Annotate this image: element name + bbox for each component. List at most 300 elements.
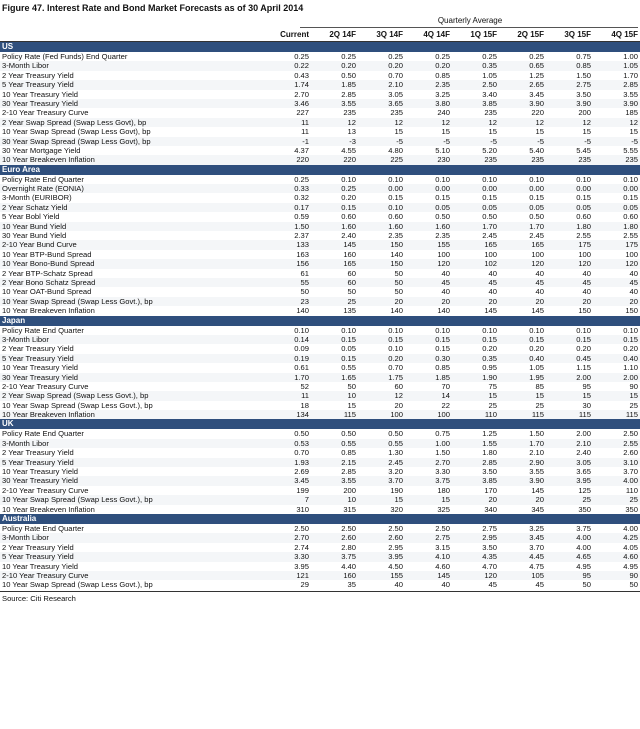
table-cell: 0.10	[576, 174, 591, 184]
table-cell: 0.20	[435, 61, 450, 71]
group-header	[0, 15, 640, 28]
table-row	[0, 505, 640, 514]
table-cell: 12	[441, 117, 450, 127]
table-cell: 3.90	[529, 98, 544, 108]
row-label: 3-Month Libor	[2, 438, 49, 448]
column-header-blank	[0, 28, 262, 41]
table-cell: 235	[578, 155, 591, 165]
table-cell: 52	[300, 381, 309, 391]
table-cell: 2.35	[435, 80, 450, 90]
table-cell: 0.05	[341, 344, 356, 354]
table-cell: 0.15	[623, 334, 638, 344]
row-label: 30 Year Swap Spread (Swap Less Govt), bp	[2, 136, 151, 146]
row-label: Policy Rate End Quarter	[2, 325, 84, 335]
table-cell: 2.00	[576, 429, 591, 439]
row-label: 10 Year Bund Yield	[2, 221, 67, 231]
section-rows	[0, 429, 640, 514]
table-cell: 3.80	[435, 98, 450, 108]
table-cell: 4.95	[576, 561, 591, 571]
table-cell: 2.15	[341, 457, 356, 467]
table-cell: 0.50	[388, 429, 403, 439]
table-cell: 0.15	[435, 193, 450, 203]
group-header-rule	[300, 27, 638, 28]
table-cell: 0.45	[576, 353, 591, 363]
table-cell: 0.60	[576, 212, 591, 222]
table-cell: 0.15	[576, 334, 591, 344]
table-cell: 55	[300, 277, 309, 287]
table-cell: -5	[537, 136, 544, 146]
table-cell: 0.25	[388, 52, 403, 61]
table-row	[0, 231, 640, 240]
table-cell: 13	[347, 127, 356, 137]
table-cell: 15	[394, 495, 403, 505]
table-cell: 15	[441, 127, 450, 137]
table-cell: 0.10	[388, 344, 403, 354]
row-label: Policy Rate End Quarter	[2, 523, 84, 533]
table-cell: 0.17	[294, 202, 309, 212]
table-cell: 2.35	[435, 231, 450, 241]
table-cell: 1.30	[388, 448, 403, 458]
table-cell: 4.25	[623, 533, 638, 543]
table-cell: 3.45	[529, 89, 544, 99]
table-cell: 70	[441, 381, 450, 391]
table-cell: 0.10	[576, 325, 591, 335]
table-cell: 3.90	[576, 98, 591, 108]
table-cell: 0.10	[482, 174, 497, 184]
table-row	[0, 524, 640, 533]
table-cell: 40	[629, 287, 638, 297]
table-cell: 175	[578, 240, 591, 250]
table-cell: 2.95	[482, 533, 497, 543]
table-cell: 4.35	[482, 552, 497, 562]
table-cell: 133	[296, 240, 309, 250]
table-cell: 0.60	[341, 212, 356, 222]
row-label: 2 Year Treasury Yield	[2, 448, 74, 458]
table-cell: 235	[625, 155, 638, 165]
table-cell: 2.90	[529, 457, 544, 467]
table-cell: 3.55	[341, 98, 356, 108]
row-label: 5 Year Treasury Yield	[2, 353, 74, 363]
table-cell: 3.90	[623, 98, 638, 108]
table-cell: 2.40	[576, 448, 591, 458]
table-cell: 1.85	[341, 80, 356, 90]
table-cell: 4.37	[294, 145, 309, 155]
table-cell: 20	[394, 400, 403, 410]
table-cell: 12	[394, 391, 403, 401]
table-cell: 3.50	[576, 89, 591, 99]
table-cell: -5	[490, 136, 497, 146]
column-header: 1Q 15F	[470, 30, 497, 39]
row-label: 3-Month Libor	[2, 533, 49, 543]
table-cell: 3.30	[294, 552, 309, 562]
table-cell: 110	[625, 485, 638, 495]
table-row	[0, 155, 640, 164]
table-cell: 120	[531, 259, 544, 269]
table-cell: 2.65	[529, 80, 544, 90]
table-cell: 29	[300, 580, 309, 590]
table-cell: 0.60	[388, 212, 403, 222]
table-cell: 230	[437, 155, 450, 165]
column-header: Current	[280, 30, 309, 39]
table-cell: 50	[394, 287, 403, 297]
table-cell: 0.61	[294, 363, 309, 373]
table-cell: 1.60	[388, 221, 403, 231]
table-cell: 2.10	[388, 80, 403, 90]
table-cell: 15	[582, 127, 591, 137]
table-cell: 0.50	[341, 429, 356, 439]
table-cell: -5	[631, 136, 638, 146]
table-cell: 2.70	[294, 533, 309, 543]
table-cell: 0.85	[435, 70, 450, 80]
table-cell: 60	[394, 381, 403, 391]
table-cell: 75	[488, 381, 497, 391]
table-cell: 0.10	[294, 325, 309, 335]
row-label: 2 Year Bono Schatz Spread	[2, 277, 96, 287]
table-cell: 325	[437, 504, 450, 514]
table-cell: 115	[578, 410, 591, 420]
row-label: 5 Year Treasury Yield	[2, 552, 74, 562]
table-cell: 1.05	[529, 363, 544, 373]
table-cell: 2.50	[482, 80, 497, 90]
table-row	[0, 467, 640, 476]
table-row	[0, 212, 640, 221]
table-cell: 25	[629, 495, 638, 505]
table-cell: 2.85	[482, 457, 497, 467]
table-cell: 1.93	[294, 457, 309, 467]
table-row	[0, 401, 640, 410]
table-cell: 1.70	[529, 221, 544, 231]
table-cell: 0.20	[341, 61, 356, 71]
table-cell: 30	[582, 400, 591, 410]
table-cell: 4.55	[341, 145, 356, 155]
table-row	[0, 52, 640, 61]
table-cell: 2.85	[341, 467, 356, 477]
row-label: 10 Year Swap Spread (Swap Less Govt.), bp	[2, 495, 153, 505]
table-cell: 1.50	[435, 448, 450, 458]
row-label: 10 Year Swap Spread (Swap Less Govt.), bp	[2, 296, 153, 306]
table-row	[0, 297, 640, 306]
quarterly-average-label: Quarterly Average	[437, 16, 503, 25]
table-cell: 3.25	[529, 523, 544, 533]
table-row	[0, 306, 640, 315]
section-rows	[0, 175, 640, 316]
table-row	[0, 175, 640, 184]
table-cell: 20	[535, 495, 544, 505]
table-cell: 121	[296, 570, 309, 580]
table-cell: 15	[629, 127, 638, 137]
table-cell: 1.70	[623, 70, 638, 80]
table-cell: 0.10	[623, 325, 638, 335]
table-cell: 0.35	[482, 353, 497, 363]
table-cell: 0.15	[529, 193, 544, 203]
table-cell: 1.55	[482, 438, 497, 448]
table-cell: 4.70	[482, 561, 497, 571]
table-cell: 0.15	[341, 202, 356, 212]
table-cell: 3.46	[294, 98, 309, 108]
figure-title: Figure 47. Interest Rate and Bond Market Forecasts as of 30 April 2014	[2, 3, 304, 13]
table-cell: 0.25	[294, 174, 309, 184]
row-label: 30 Year Treasury Yield	[2, 98, 78, 108]
table-cell: 1.50	[294, 221, 309, 231]
table-cell: 50	[347, 381, 356, 391]
table-row	[0, 80, 640, 89]
table-cell: 1.05	[623, 61, 638, 71]
table-cell: 20	[488, 495, 497, 505]
table-cell: 0.95	[482, 363, 497, 373]
table-cell: 45	[535, 580, 544, 590]
table-cell: 0.15	[435, 344, 450, 354]
row-label: 30 Year Treasury Yield	[2, 372, 78, 382]
table-cell: 0.10	[388, 325, 403, 335]
table-cell: 1.70	[294, 372, 309, 382]
row-label: 2-10 Year Treasury Curve	[2, 108, 89, 118]
table-cell: 15	[488, 391, 497, 401]
table-row	[0, 580, 640, 589]
table-cell: 0.00	[576, 184, 591, 194]
table-cell: 40	[488, 268, 497, 278]
row-label: 30 Year Bund Yield	[2, 231, 67, 241]
table-cell: 25	[347, 296, 356, 306]
table-cell: 225	[390, 155, 403, 165]
table-cell: 2.00	[576, 372, 591, 382]
table-cell: 135	[343, 306, 356, 316]
table-cell: 0.35	[482, 61, 497, 71]
table-cell: 15	[535, 127, 544, 137]
table-cell: 0.20	[623, 344, 638, 354]
table-cell: 35	[347, 580, 356, 590]
table-cell: 3.95	[576, 476, 591, 486]
table-cell: 3.85	[482, 476, 497, 486]
table-cell: 40	[582, 268, 591, 278]
table-row	[0, 118, 640, 127]
table-cell: 60	[347, 277, 356, 287]
column-header: 2Q 15F	[517, 30, 544, 39]
table-cell: 0.65	[529, 61, 544, 71]
table-row	[0, 552, 640, 561]
table-cell: 0.19	[294, 353, 309, 363]
table-cell: 0.30	[435, 353, 450, 363]
table-cell: 145	[437, 570, 450, 580]
table-cell: 3.40	[482, 89, 497, 99]
table-cell: 5.10	[435, 145, 450, 155]
table-cell: 1.15	[576, 363, 591, 373]
table-cell: 0.10	[388, 174, 403, 184]
row-label: 10 Year Swap Spread (Swap Less Govt), bp	[2, 127, 151, 137]
row-label: 5 Year Bobl Yield	[2, 212, 60, 222]
table-row	[0, 382, 640, 391]
table-cell: 2.75	[482, 523, 497, 533]
table-cell: 140	[296, 306, 309, 316]
table-cell: -5	[443, 136, 450, 146]
table-cell: 350	[625, 504, 638, 514]
table-cell: 15	[488, 127, 497, 137]
table-cell: 220	[531, 108, 544, 118]
table-cell: 165	[484, 240, 497, 250]
table-cell: 0.85	[435, 363, 450, 373]
table-cell: 115	[343, 410, 356, 420]
table-row	[0, 458, 640, 467]
table-cell: 40	[629, 268, 638, 278]
table-cell: 120	[578, 259, 591, 269]
table-cell: 15	[629, 391, 638, 401]
table-cell: 100	[390, 410, 403, 420]
table-cell: 0.25	[529, 52, 544, 61]
table-cell: 12	[394, 117, 403, 127]
table-cell: 1.75	[388, 372, 403, 382]
table-cell: 2.50	[435, 523, 450, 533]
table-cell: 0.75	[576, 52, 591, 61]
row-label: 2 Year BTP-Schatz Spread	[2, 268, 93, 278]
table-row	[0, 439, 640, 448]
table-cell: 0.20	[341, 193, 356, 203]
table-cell: 2.55	[623, 438, 638, 448]
table-cell: 190	[390, 485, 403, 495]
table-cell: 2.00	[623, 372, 638, 382]
row-label: Policy Rate (Fed Funds) End Quarter	[2, 52, 128, 61]
table-cell: 12	[582, 117, 591, 127]
table-cell: -1	[302, 136, 309, 146]
table-cell: 3.45	[294, 476, 309, 486]
table-cell: 20	[535, 296, 544, 306]
table-cell: 4.00	[623, 523, 638, 533]
row-label: 30 Year Treasury Yield	[2, 476, 78, 486]
table-cell: 0.40	[623, 353, 638, 363]
table-cell: 0.55	[388, 438, 403, 448]
table-cell: 140	[390, 249, 403, 259]
table-cell: 50	[394, 268, 403, 278]
table-cell: 0.15	[623, 193, 638, 203]
table-cell: 0.59	[294, 212, 309, 222]
row-label: 10 Year Breakeven Inflation	[2, 410, 95, 420]
table-cell: 3.45	[529, 533, 544, 543]
table-cell: 0.15	[482, 334, 497, 344]
table-cell: 4.80	[388, 145, 403, 155]
table-cell: 2.80	[341, 542, 356, 552]
table-cell: 0.15	[576, 193, 591, 203]
section-header: Australia	[0, 514, 640, 524]
table-cell: 15	[582, 391, 591, 401]
table-row	[0, 269, 640, 278]
table-cell: 145	[531, 485, 544, 495]
table-cell: 20	[488, 296, 497, 306]
column-header: 3Q 14F	[376, 30, 403, 39]
table-cell: 0.55	[341, 363, 356, 373]
table-cell: 1.60	[435, 221, 450, 231]
row-label: 30 Year Mortgage Yield	[2, 145, 81, 155]
column-header: 4Q 15F	[611, 30, 638, 39]
table-cell: 120	[437, 259, 450, 269]
table-cell: 2.95	[388, 542, 403, 552]
table-cell: 2.50	[623, 429, 638, 439]
table-cell: 110	[484, 410, 497, 420]
table-row	[0, 326, 640, 335]
table-row	[0, 448, 640, 457]
table-cell: 3.55	[623, 89, 638, 99]
table-cell: 0.15	[341, 334, 356, 344]
table-cell: 1.90	[482, 372, 497, 382]
table-cell: 235	[531, 155, 544, 165]
table-cell: 1.95	[529, 372, 544, 382]
table-cell: 0.33	[294, 184, 309, 194]
table-cell: 340	[484, 504, 497, 514]
table-cell: 4.95	[623, 561, 638, 571]
row-label: 2-10 Year Bund Curve	[2, 240, 77, 250]
table-cell: 0.10	[482, 325, 497, 335]
table-cell: 115	[531, 410, 544, 420]
row-label: Overnight Rate (EONIA)	[2, 184, 84, 194]
table-cell: -5	[584, 136, 591, 146]
table-row	[0, 344, 640, 353]
table-cell: 345	[531, 504, 544, 514]
table-cell: 50	[629, 580, 638, 590]
table-cell: 50	[394, 277, 403, 287]
table-cell: 23	[300, 296, 309, 306]
table-cell: 0.50	[294, 429, 309, 439]
table-cell: 3.10	[623, 457, 638, 467]
table-cell: 0.05	[435, 202, 450, 212]
table-cell: 150	[578, 306, 591, 316]
table-cell: 90	[629, 381, 638, 391]
table-cell: 20	[629, 296, 638, 306]
table-cell: 0.10	[529, 174, 544, 184]
table-cell: 40	[394, 580, 403, 590]
table-cell: 100	[531, 249, 544, 259]
table-cell: 227	[296, 108, 309, 118]
table-cell: 0.10	[341, 174, 356, 184]
row-label: 2-10 Year Treasury Curve	[2, 381, 89, 391]
table-cell: 2.70	[294, 89, 309, 99]
table-cell: 0.60	[623, 212, 638, 222]
table-row	[0, 193, 640, 202]
table-row	[0, 543, 640, 552]
table-cell: 2.50	[294, 523, 309, 533]
table-cell: 0.25	[435, 52, 450, 61]
table-cell: 2.55	[623, 231, 638, 241]
table-cell: 155	[437, 240, 450, 250]
table-cell: 4.65	[576, 552, 591, 562]
table-cell: 25	[582, 495, 591, 505]
table-cell: 200	[578, 108, 591, 118]
table-cell: 3.65	[576, 467, 591, 477]
table-row	[0, 287, 640, 296]
table-cell: 3.20	[388, 467, 403, 477]
table-cell: 3.95	[294, 561, 309, 571]
table-cell: -3	[349, 136, 356, 146]
table-cell: 20	[582, 296, 591, 306]
table-cell: 3.25	[435, 89, 450, 99]
table-cell: 0.20	[388, 61, 403, 71]
table-cell: 125	[578, 485, 591, 495]
table-cell: 170	[484, 485, 497, 495]
table-cell: 0.20	[529, 344, 544, 354]
table-cell: 50	[300, 287, 309, 297]
table-row	[0, 146, 640, 155]
table-cell: 0.00	[482, 184, 497, 194]
row-label: 10 Year OAT-Bund Spread	[2, 287, 92, 297]
table-cell: 3.05	[576, 457, 591, 467]
table-cell: 1.65	[341, 372, 356, 382]
table-row	[0, 184, 640, 193]
table-cell: 2.70	[435, 457, 450, 467]
table-cell: 11	[301, 117, 309, 127]
table-cell: 15	[535, 391, 544, 401]
row-label: 2 Year Treasury Yield	[2, 70, 74, 80]
table-cell: 0.32	[294, 193, 309, 203]
table-cell: 4.00	[576, 533, 591, 543]
table-row	[0, 259, 640, 268]
table-cell: 140	[390, 306, 403, 316]
table-cell: 0.00	[388, 184, 403, 194]
